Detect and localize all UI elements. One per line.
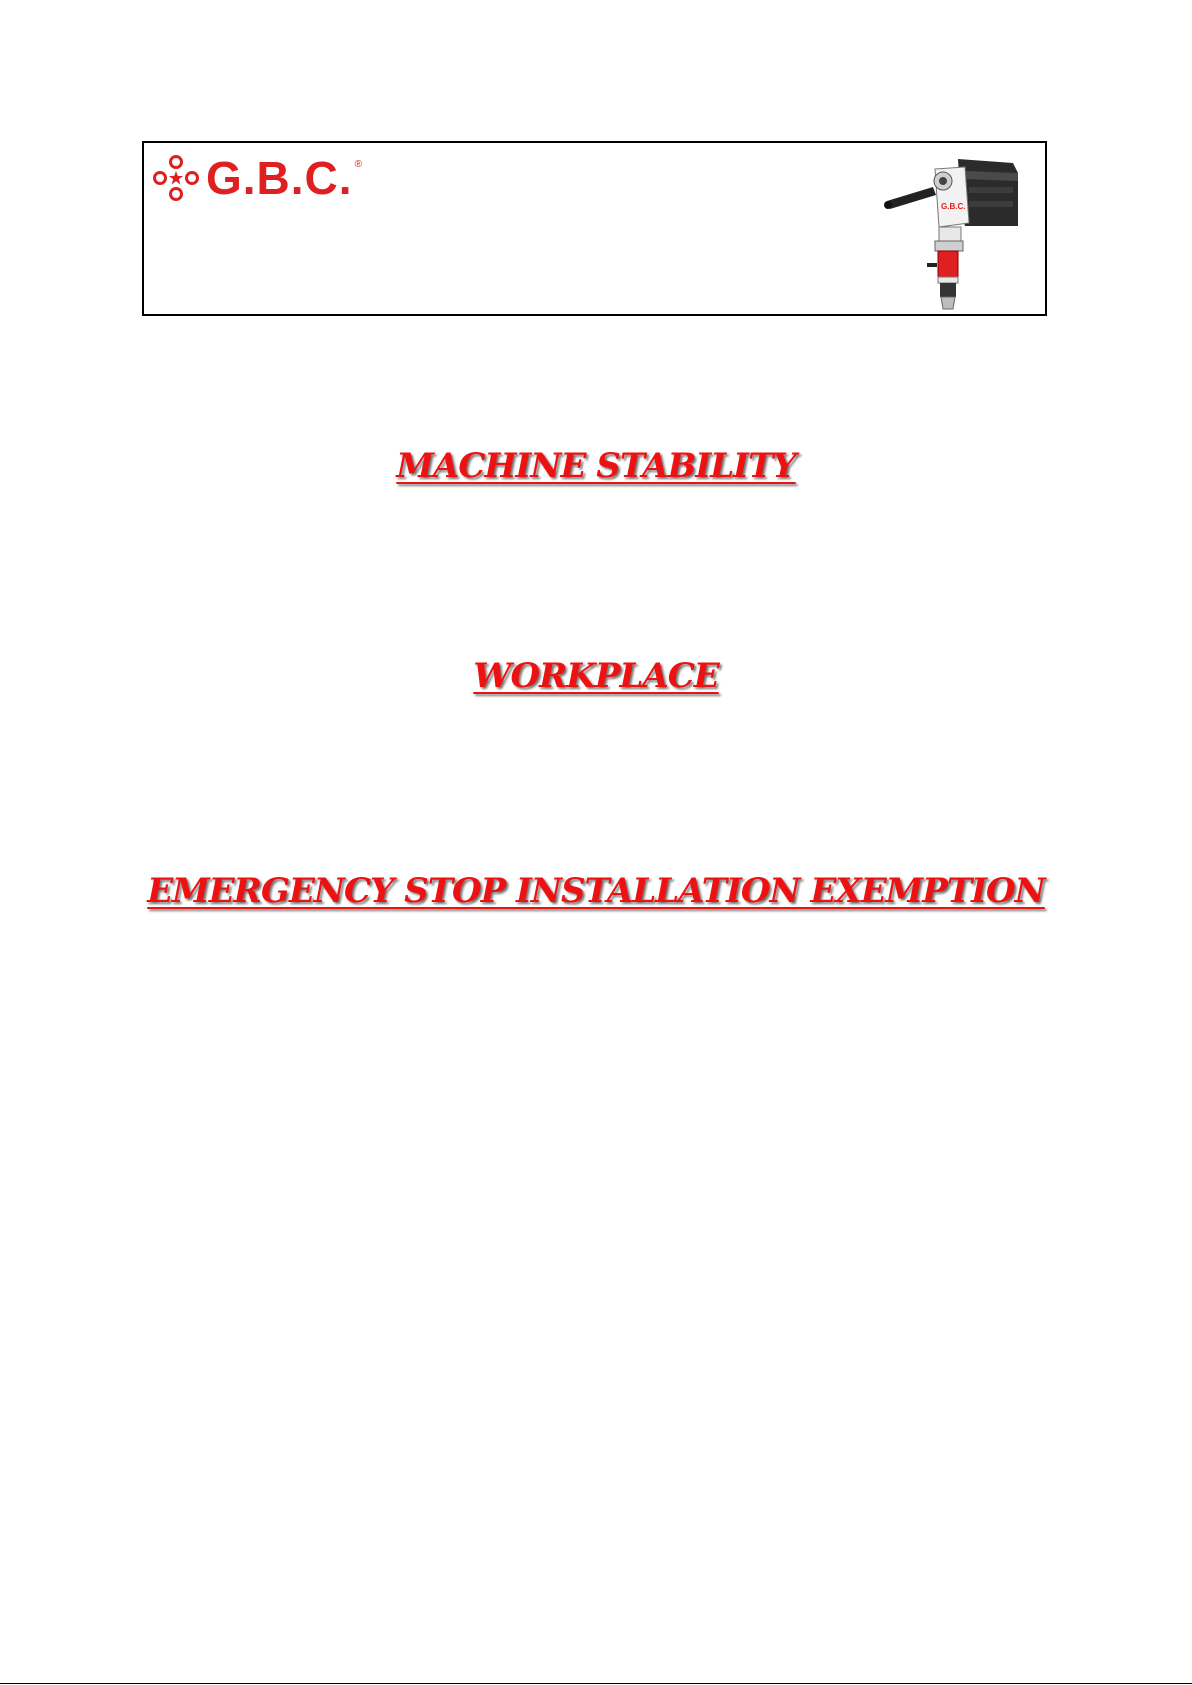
svg-text:G.B.C.: G.B.C. [941,202,966,211]
pipe-beveling-machine-illustration [883,151,1033,311]
section-heading-workplace: WORKPLACE [473,656,719,696]
registered-mark: ® [354,159,362,170]
gbc-logo [152,153,362,203]
section-heading-emergency-stop: EMERGENCY STOP INSTALLATION EXEMPTION [147,871,1045,911]
header-box [142,141,1047,316]
gbc-circles-star-icon [152,154,200,202]
logo-text: G.B.C. [206,152,353,204]
section-heading-machine-stability: MACHINE STABILITY [396,446,796,486]
footer-rule [0,1683,1192,1684]
